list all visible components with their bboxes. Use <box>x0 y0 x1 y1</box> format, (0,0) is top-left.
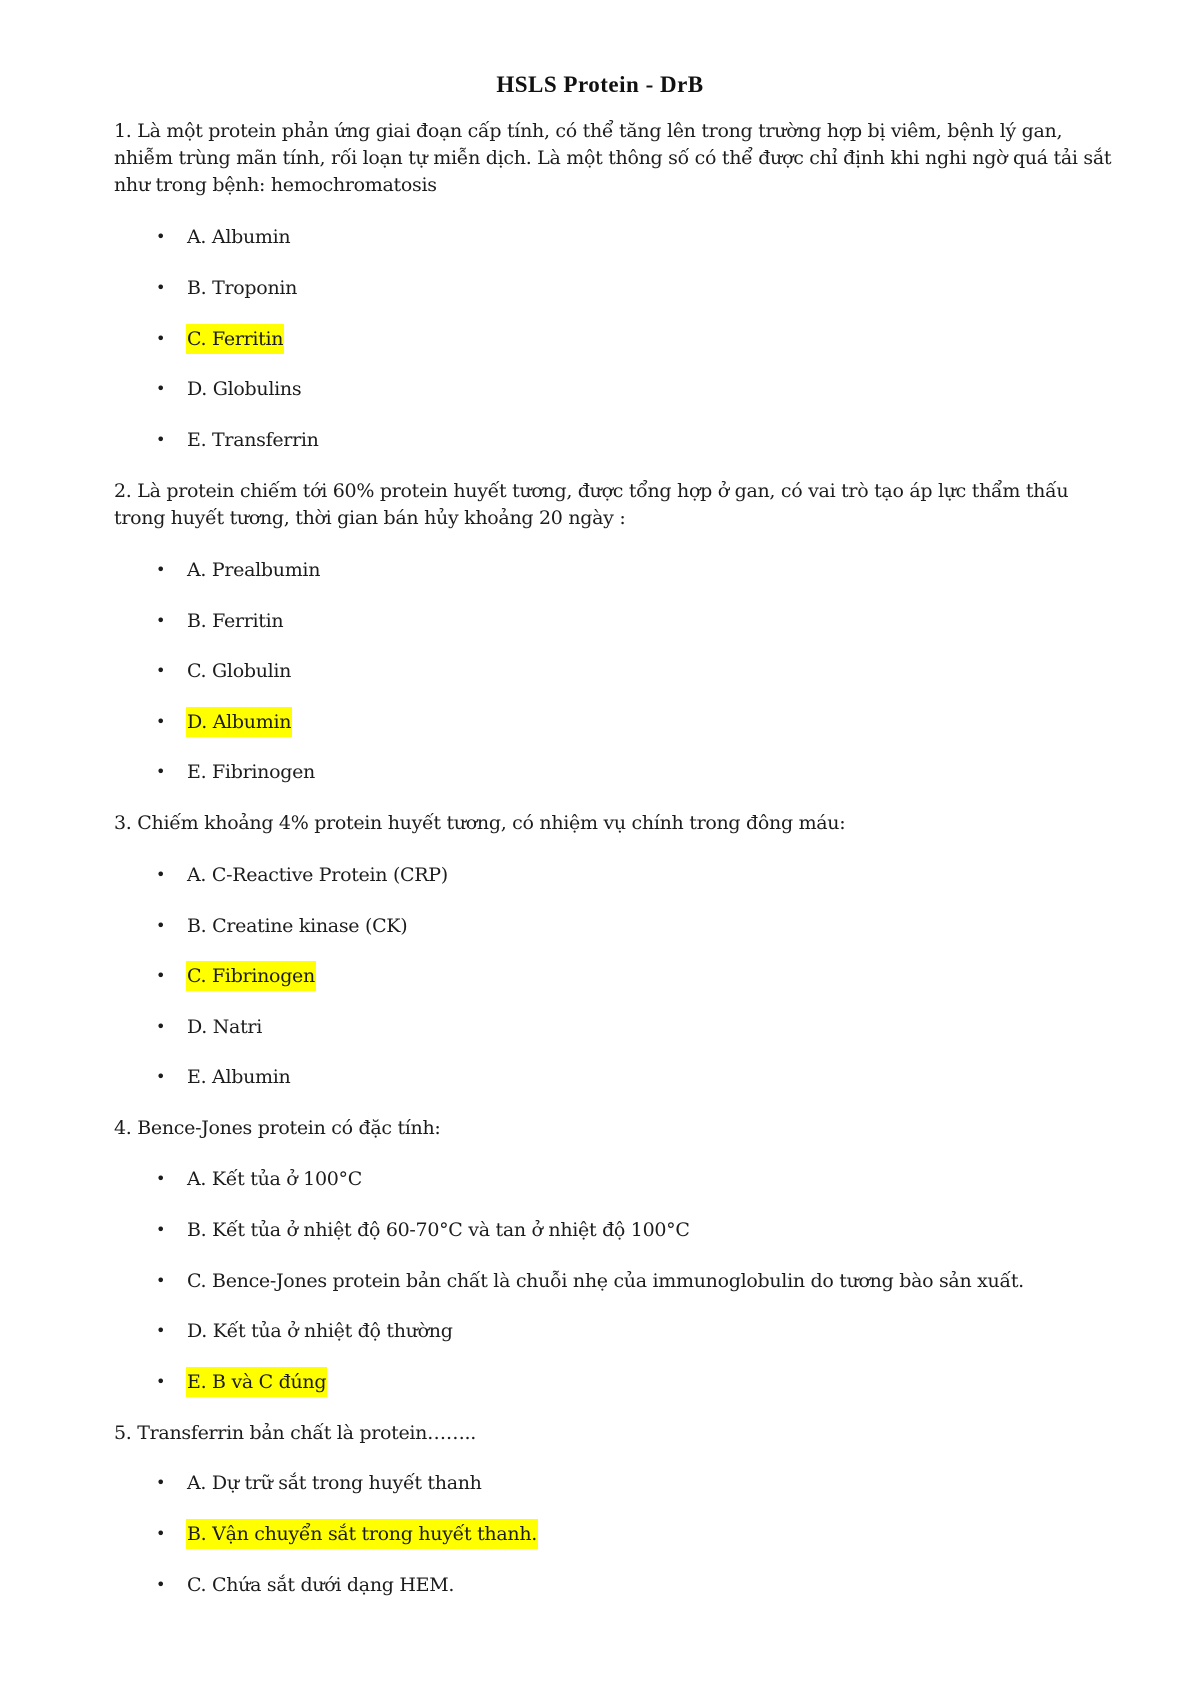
option-4c <box>0 1266 1200 1296</box>
question-2-text: 2. Là protein chiếm tới 60% protein huyết tương, được tổng hợp ở gan, có vai trò tạo áp lực thẩm thấu trong huyết tương, thời gian bán hủy khoảng 20 ngày : <box>114 480 1069 529</box>
bullet-icon: • <box>156 1271 166 1290</box>
option-label: B. Kết tủa ở nhiệt độ 60-70°C và tan ở nhiệt độ 100°C <box>187 1219 690 1241</box>
bullet-icon: • <box>156 661 166 680</box>
bullet-icon: • <box>156 1220 166 1239</box>
bullet-icon: • <box>156 379 166 398</box>
option-label: B. Troponin <box>187 277 298 299</box>
bullet-icon: • <box>156 430 166 449</box>
option-2c <box>0 656 1200 686</box>
option-3e <box>0 1062 1200 1092</box>
bullet-icon: • <box>156 1017 166 1036</box>
option-4e <box>0 1367 1200 1397</box>
option-label: A. Dự trữ sắt trong huyết thanh <box>187 1472 482 1494</box>
bullet-icon: • <box>156 1169 166 1188</box>
option-label: D. Globulins <box>187 378 302 400</box>
bullet-icon: • <box>156 329 166 348</box>
bullet-icon: • <box>156 227 166 246</box>
bullet-icon: • <box>156 1321 166 1340</box>
question-5-text: 5. Transferrin bản chất là protein…….. <box>114 1422 476 1444</box>
option-3b <box>0 911 1200 941</box>
option-1d <box>0 374 1200 404</box>
option-5c <box>0 1570 1200 1600</box>
option-1c <box>0 324 1200 354</box>
option-4b <box>0 1215 1200 1245</box>
option-label: A. Albumin <box>187 226 291 248</box>
bullet-icon: • <box>156 611 166 630</box>
bullet-icon: • <box>156 1372 166 1391</box>
bullet-icon: • <box>156 1575 166 1594</box>
option-label: A. C-Reactive Protein (CRP) <box>187 864 448 886</box>
option-5b <box>0 1519 1200 1549</box>
option-label: C. Chứa sắt dưới dạng HEM. <box>187 1574 455 1596</box>
option-label: E. Transferrin <box>187 429 319 451</box>
option-label: B. Ferritin <box>187 610 284 632</box>
option-label: C. Bence-Jones protein bản chất là chuỗi nhẹ của immunoglobulin do tương bào sản xuất. <box>187 1270 1024 1292</box>
question-3-text: 3. Chiếm khoảng 4% protein huyết tương, có nhiệm vụ chính trong đông máu: <box>114 812 846 834</box>
bullet-icon: • <box>156 916 166 935</box>
bullet-icon: • <box>156 865 166 884</box>
option-1e <box>0 425 1200 455</box>
question-1-text: 1. Là một protein phản ứng giai đoạn cấp tính, có thể tăng lên trong trường hợp bị viêm, bệnh lý gan, nhiễm trùng mãn tính, rối loạn tự miễn dịch. Là một thông số có thể được chỉ định khi nghi ngờ quá tải sắt như trong bệnh: hemochromatosis <box>114 120 1112 196</box>
option-2a <box>0 555 1200 585</box>
bullet-icon: • <box>156 560 166 579</box>
option-label-highlighted: B. Vận chuyển sắt trong huyết thanh. <box>186 1519 538 1549</box>
option-4d <box>0 1316 1200 1346</box>
option-1a <box>0 222 1200 252</box>
option-label-highlighted: E. B và C đúng <box>186 1367 327 1397</box>
bullet-icon: • <box>156 1524 166 1543</box>
option-label: B. Creatine kinase (CK) <box>187 915 408 937</box>
option-3d <box>0 1012 1200 1042</box>
option-1b <box>0 273 1200 303</box>
option-label: A. Kết tủa ở 100°C <box>187 1168 362 1190</box>
bullet-icon: • <box>156 1473 166 1492</box>
option-3a <box>0 860 1200 890</box>
option-5a <box>0 1468 1200 1498</box>
option-3c <box>0 961 1200 991</box>
option-4a <box>0 1164 1200 1194</box>
bullet-icon: • <box>156 278 166 297</box>
option-label-highlighted: C. Ferritin <box>186 324 284 354</box>
option-label: C. Globulin <box>187 660 292 682</box>
option-label: A. Prealbumin <box>187 559 321 581</box>
bullet-icon: • <box>156 712 166 731</box>
option-label-highlighted: D. Albumin <box>186 707 292 737</box>
question-4-text: 4. Bence-Jones protein có đặc tính: <box>114 1117 441 1139</box>
document-title: HSLS Protein - DrB <box>496 72 704 97</box>
option-label: D. Natri <box>187 1016 262 1038</box>
option-2e <box>0 757 1200 787</box>
option-label: E. Albumin <box>187 1066 291 1088</box>
bullet-icon: • <box>156 1067 166 1086</box>
option-label-highlighted: C. Fibrinogen <box>186 961 316 991</box>
bullet-icon: • <box>156 966 166 985</box>
option-label: D. Kết tủa ở nhiệt độ thường <box>187 1320 453 1342</box>
option-2d <box>0 707 1200 737</box>
option-2b <box>0 606 1200 636</box>
bullet-icon: • <box>156 762 166 781</box>
option-label: E. Fibrinogen <box>187 761 315 783</box>
